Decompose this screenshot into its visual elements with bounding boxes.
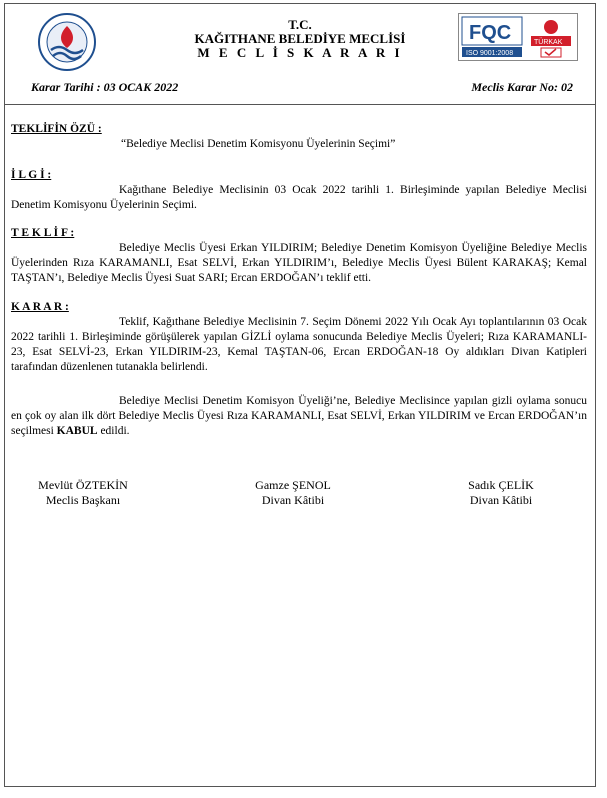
- title-line-1: T.C.: [288, 17, 312, 32]
- signature-name: Sadık ÇELİK: [468, 478, 534, 492]
- signature-title: Meclis Başkanı: [45, 493, 121, 507]
- final-text-part-b: edildi.: [100, 425, 130, 437]
- signature-title: Divan Kâtibi: [469, 493, 533, 507]
- final-text-part-a: Belediye Meclisi Denetim Komisyon Üyeliği’ne, Belediye Meclisince yapılan gizli oylama sonucu en çok oy alan ilk dört Belediye Meclis Üyesi Rıza KARAMANLI, Esat SELVİ, Erkan YILDIRIM ve Ercan ERDOĞAN’ın seçilmesi: [11, 395, 587, 437]
- svg-text:ISO 9001:2008: ISO 9001:2008: [466, 50, 514, 57]
- final-decision-section: [11, 394, 587, 439]
- document-title-block: [125, 18, 475, 60]
- ilgi-heading: İ L G İ :: [11, 169, 52, 181]
- teklif-text: Belediye Meclis Üyesi Erkan YILDIRIM; Belediye Denetim Komisyon Üyeliğine Belediye Meclis Üyelerinden Rıza KARAMANLI, Esat SELVİ, Erkan YILDIRIM’ı, Belediye Meclis Üyesi Bülent KARAKAŞ; Kemal TAŞTAN’ı, Belediye Meclis Üyesi Suat SARI; Ercan ERDOĞAN’ı teklif etti.: [11, 242, 587, 284]
- ilgi-text: Kağıthane Belediye Meclisinin 03 Ocak 2022 tarihli 1. Birleşiminde yapılan Belediye Meclisi Denetim Komisyonu Üyelerinin Seçimi.: [11, 184, 587, 211]
- title-line-3: M E C L İ S K A R A R I: [197, 45, 403, 60]
- document-header: [5, 4, 595, 105]
- ozu-text: “Belediye Meclisi Denetim Komisyonu Üyelerinin Seçimi”: [121, 138, 396, 150]
- karar-heading: K A R A R :: [11, 301, 69, 313]
- signature-name: Mevlüt ÖZTEKİN: [38, 478, 128, 492]
- svg-text:FQC: FQC: [469, 22, 512, 44]
- final-decision-text: [11, 394, 587, 439]
- decision-date: Karar Tarihi : 03 OCAK 2022: [31, 80, 179, 94]
- ilgi-section: [11, 168, 587, 213]
- teklif-section: [11, 226, 587, 286]
- kagithane-municipality-logo: [37, 12, 97, 72]
- document-page: [4, 3, 596, 787]
- signature-clerk-1: [223, 478, 363, 508]
- svg-text:TÜRKAK: TÜRKAK: [534, 39, 563, 46]
- signature-title: Divan Kâtibi: [261, 493, 325, 507]
- ozu-heading: TEKLİFİN ÖZÜ :: [11, 123, 102, 135]
- teklif-heading: T E K L İ F :: [11, 227, 75, 239]
- signature-chair: [13, 478, 153, 508]
- karar-section: [11, 300, 587, 375]
- kabul-word: KABUL: [56, 425, 98, 437]
- signature-clerk-2: [431, 478, 571, 508]
- ozu-section: [11, 122, 587, 152]
- title-line-2: KAĞITHANE BELEDİYE MECLİSİ: [194, 31, 406, 46]
- fqc-iso-certification-logo: [458, 13, 578, 61]
- decision-number: Meclis Karar No: 02: [471, 80, 573, 94]
- signature-name: Gamze ŞENOL: [255, 478, 331, 492]
- karar-text: Teklif, Kağıthane Belediye Meclisinin 7. Seçim Dönemi 2022 Yılı Ocak Ayı toplantılarının 03 Ocak 2022 tarihli 1. Birleşiminde görüşülerek yapılan GİZLİ oylama sonucunda Belediye Meclis Üyeleri; Rıza KARAMANLI-23, Esat SELVİ-23, Erkan YILDIRIM-23, Kemal TAŞTAN-06, Ercan ERDOĞAN-18 Oy aldıkları Divan Katipleri tarafından düzenlenen tutanakla belirlendi.: [11, 316, 587, 373]
